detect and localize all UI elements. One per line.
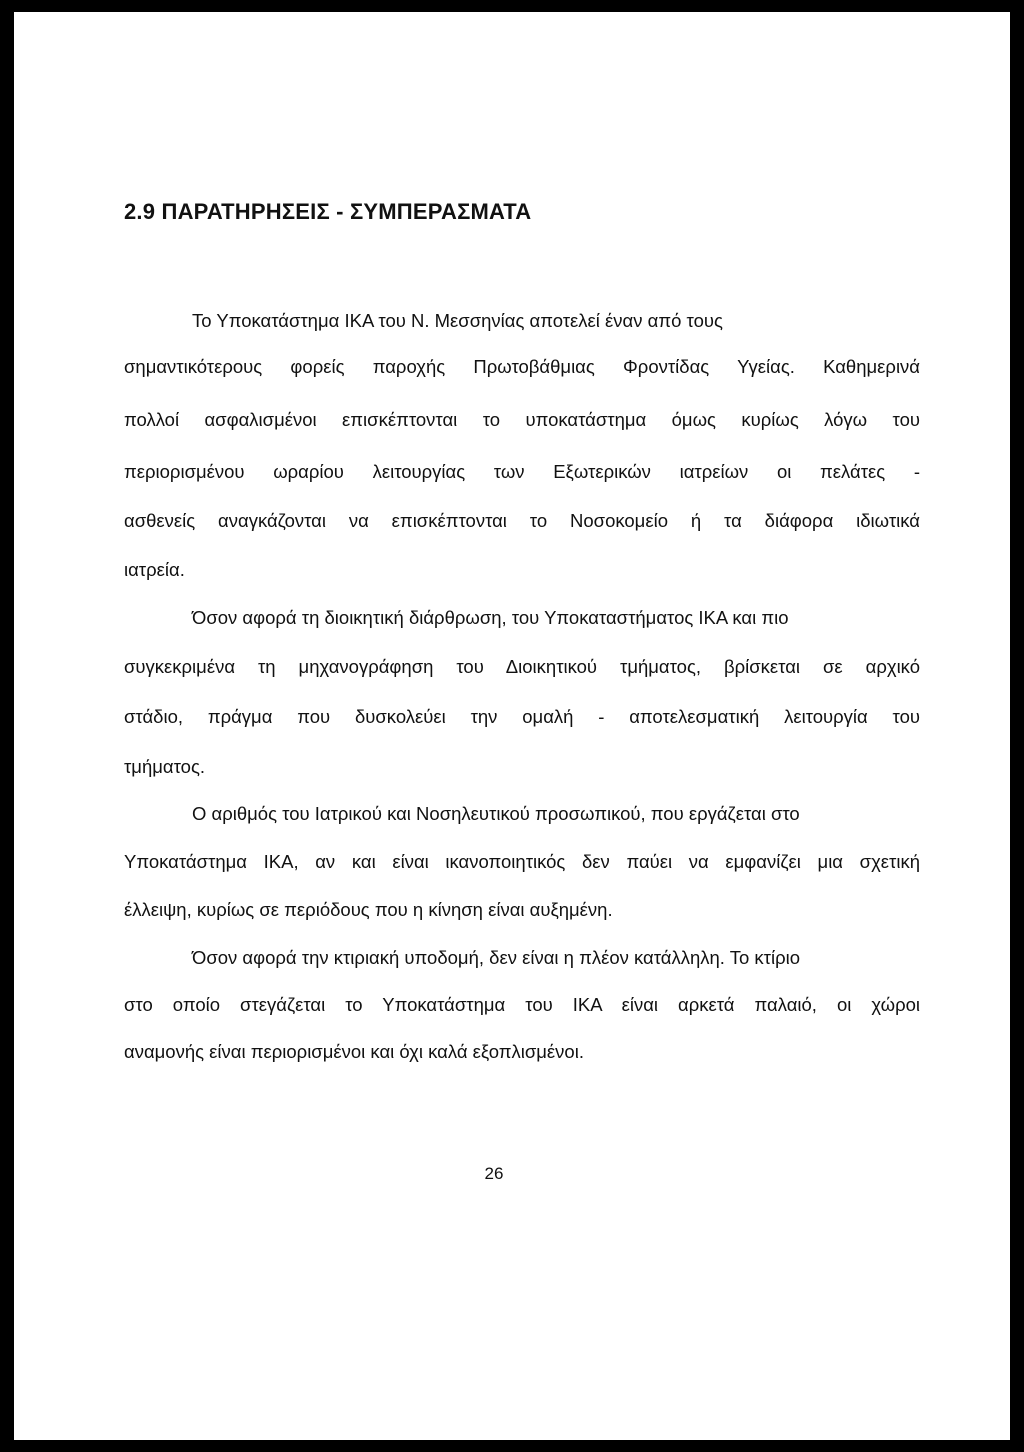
page-number: 26	[484, 1164, 504, 1183]
paragraph-2-line-1: Όσον αφορά τη διοικητική διάρθρωση, του Υποκαταστήματος ΙΚΑ και πιο	[192, 607, 789, 628]
paragraph-1-line-3: πολλοί ασφαλισμένοι επισκέπτονται το υποκατάστημα όμως κυρίως λόγω του	[124, 409, 920, 430]
paragraph-3-line-2: Υποκατάστημα ΙΚΑ, αν και είναι ικανοποιητικός δεν παύει να εμφανίζει μια σχετική	[124, 851, 920, 872]
section-heading: 2.9 ΠΑΡΑΤΗΡΗΣΕΙΣ - ΣΥΜΠΕΡΑΣΜΑΤΑ	[124, 199, 532, 224]
paragraph-2-line-3: στάδιο, πράγμα που δυσκολεύει την ομαλή - αποτελεσματική λειτουργία του	[124, 706, 920, 727]
paragraph-3-line-3: έλλειψη, κυρίως σε περιόδους που η κίνηση είναι αυξημένη.	[124, 899, 613, 920]
paragraph-1-line-6: ιατρεία.	[124, 559, 185, 580]
paragraph-3-line-1: Ο αριθμός του Ιατρικού και Νοσηλευτικού προσωπικού, που εργάζεται στο	[192, 803, 800, 824]
paragraph-4-line-1: Όσον αφορά την κτιριακή υποδομή, δεν είναι η πλέον κατάλληλη. Το κτίριο	[192, 947, 801, 968]
paragraph-2-line-4: τμήματος.	[124, 756, 206, 777]
paragraph-1-line-2: σημαντικότερους φορείς παροχής Πρωτοβάθμιας Φροντίδας Υγείας. Καθημερινά	[124, 356, 920, 377]
paragraph-4-line-2: στο οποίο στεγάζεται το Υποκατάστημα του ΙΚΑ είναι αρκετά παλαιό, οι χώροι	[124, 994, 920, 1015]
paragraph-1-line-1: Το Υποκατάστημα ΙΚΑ του Ν. Μεσσηνίας αποτελεί έναν από τους	[192, 310, 723, 331]
paragraph-1-line-5: ασθενείς αναγκάζονται να επισκέπτονται το Νοσοκομείο ή τα διάφορα ιδιωτικά	[124, 510, 920, 531]
paragraph-1-line-4: περιορισμένου ωραρίου λειτουργίας των Εξωτερικών ιατρείων οι πελάτες -	[124, 461, 920, 482]
document-page	[14, 12, 1010, 1440]
paragraph-2-line-2: συγκεκριμένα τη μηχανογράφηση του Διοικητικού τμήματος, βρίσκεται σε αρχικό	[124, 656, 920, 677]
paragraph-4-line-3: αναμονής είναι περιορισμένοι και όχι καλά εξοπλισμένοι.	[124, 1041, 584, 1062]
